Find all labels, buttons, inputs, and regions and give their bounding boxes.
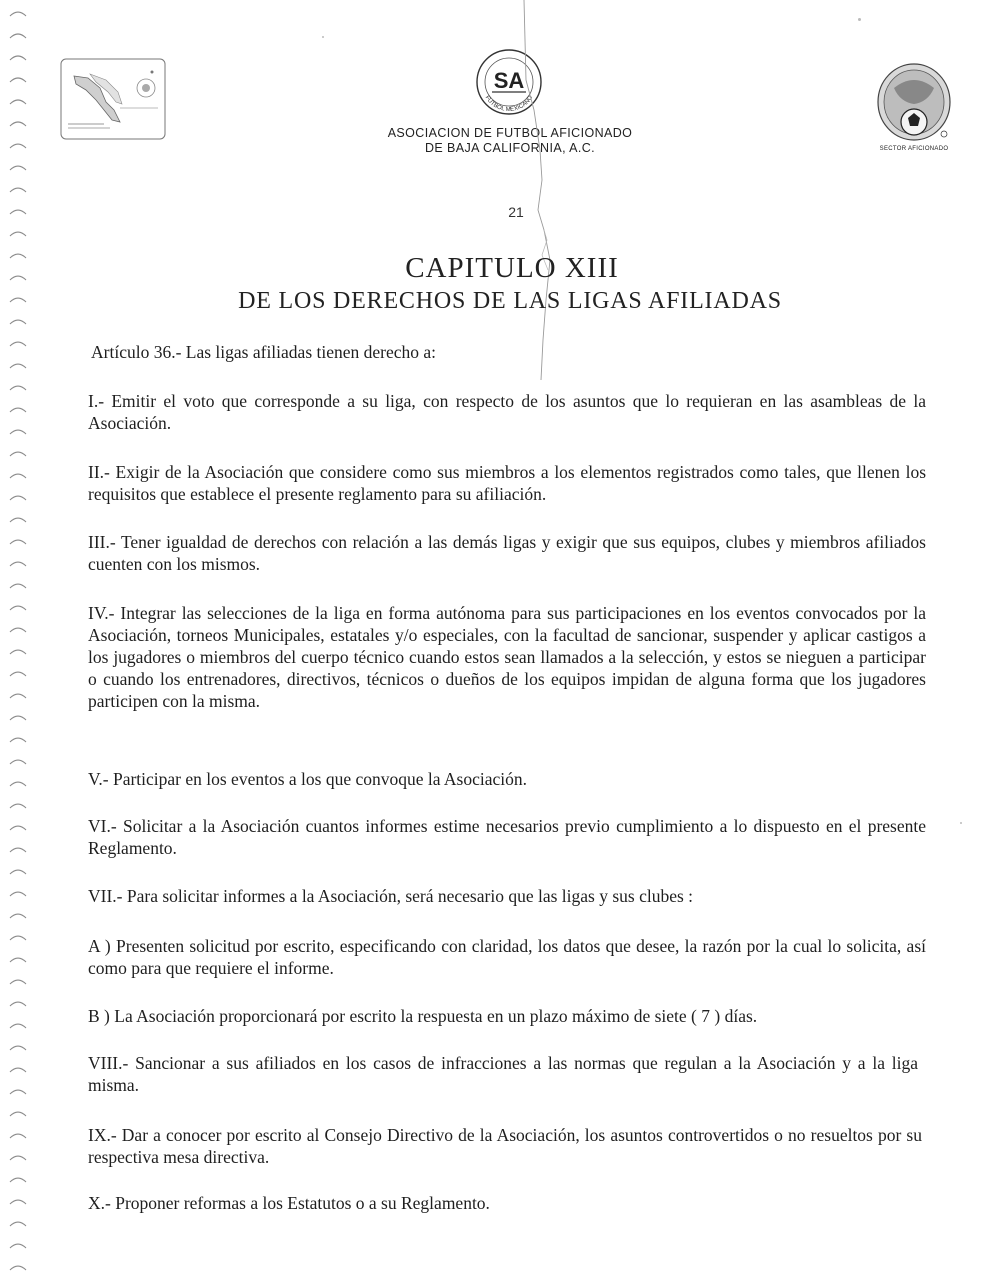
- binding-hole: [10, 166, 26, 170]
- binding-hole: [10, 1002, 26, 1006]
- binding-hole: [10, 1024, 26, 1028]
- binding-hole: [10, 386, 26, 390]
- fold-crease: [510, 0, 570, 380]
- binding-hole: [10, 144, 26, 148]
- binding-hole: [10, 298, 26, 302]
- chapter-title: CAPITULO XIII: [405, 252, 619, 284]
- binding-hole: [10, 452, 26, 456]
- binding-hole: [10, 364, 26, 368]
- binding-hole: [10, 694, 26, 698]
- item-text: Presenten solicitud por escrito, especificando con claridad, los datos que desee, la razón por la cual lo solicita, así como para que requiere el informe.: [88, 936, 927, 978]
- binding-hole: [10, 1112, 26, 1116]
- chapter-subtitle: DE LOS DERECHOS DE LAS LIGAS AFILIADAS: [238, 288, 782, 314]
- article-subitem: [88, 1005, 926, 1027]
- binding-hole: [10, 1178, 26, 1182]
- article-item: [88, 461, 926, 505]
- binding-hole: [10, 210, 26, 214]
- item-text: Dar a conocer por escrito al Consejo Directivo de la Asociación, los asuntos controvertidos o no resueltos por su respectiva mesa directiva.: [88, 1125, 922, 1167]
- binding-hole: [10, 1068, 26, 1072]
- binding-hole: [10, 1090, 26, 1094]
- item-label: I.-: [88, 391, 105, 411]
- page-number: 21: [508, 204, 524, 220]
- seal-caption: SECTOR AFICIONADO: [879, 146, 949, 152]
- binding-hole: [10, 650, 26, 654]
- item-label: IX.-: [88, 1125, 117, 1145]
- item-label: VIII.-: [88, 1053, 129, 1073]
- binding-hole: [10, 738, 26, 742]
- binding-hole: [10, 496, 26, 500]
- binding-hole: [10, 628, 26, 632]
- binding-hole: [10, 870, 26, 874]
- binding-hole: [10, 826, 26, 830]
- binding-hole: [10, 804, 26, 808]
- item-text: Proponer reformas a los Estatutos o a su Reglamento.: [115, 1193, 490, 1213]
- binding-hole: [10, 408, 26, 412]
- binding-hole: [10, 1134, 26, 1138]
- article-item: [88, 390, 926, 434]
- binding-hole: [10, 188, 26, 192]
- binding-hole: [10, 232, 26, 236]
- binding-hole: [10, 782, 26, 786]
- binding-hole: [10, 474, 26, 478]
- binding-hole: [10, 34, 26, 38]
- item-text: Para solicitar informes a la Asociación, será necesario que las ligas y sus clubes :: [126, 886, 694, 906]
- item-text: Tener igualdad de derechos con relación a las demás ligas y exigir que sus equipos, clubes y miembros afiliados cuenten con los mismos.: [88, 532, 926, 574]
- binding-hole: [10, 760, 26, 764]
- binding-hole: [10, 672, 26, 676]
- scan-speck: [858, 18, 861, 21]
- binding-hole: [10, 1222, 26, 1226]
- binding-hole: [10, 584, 26, 588]
- binding-hole: [10, 100, 26, 104]
- article-heading: [91, 342, 436, 363]
- item-text: La Asociación proporcionará por escrito la respuesta en un plazo máximo de siete ( 7 ) días.: [114, 1006, 758, 1026]
- item-label: III.-: [88, 532, 116, 552]
- item-text: Participar en los eventos a los que convoque la Asociación.: [112, 769, 528, 789]
- binding-hole: [10, 606, 26, 610]
- binding-hole: [10, 914, 26, 918]
- binding-hole: [10, 1244, 26, 1248]
- item-label: X.-: [88, 1193, 111, 1213]
- binding-hole-marks: [0, 0, 44, 1280]
- binding-hole: [10, 958, 26, 962]
- binding-hole: [10, 716, 26, 720]
- item-label: B ): [88, 1006, 110, 1026]
- scan-speck: [960, 822, 962, 824]
- association-line-1: ASOCIACION DE FUTBOL AFICIONADO: [387, 126, 633, 140]
- center-logo-ring-text: FUTBOL MEXICANO: [483, 94, 535, 114]
- binding-hole: [10, 518, 26, 522]
- item-text: Emitir el voto que corresponde a su liga, con respecto de los asuntos que lo requieran en las asambleas de la Asociación.: [88, 391, 926, 433]
- binding-hole: [10, 342, 26, 346]
- article-item: [88, 1124, 922, 1168]
- article-item: [88, 531, 926, 575]
- binding-hole: [10, 122, 26, 126]
- item-text: Sancionar a sus afiliados en los casos de infracciones a las normas que regulan a la Asociación y a la liga misma.: [88, 1053, 918, 1095]
- item-label: VII.-: [88, 886, 123, 906]
- article-intro: Las ligas afiliadas tienen derecho a:: [185, 342, 437, 362]
- binding-hole: [10, 1046, 26, 1050]
- item-text: Solicitar a la Asociación cuantos informes estime necesarios previo cumplimiento a lo dispuesto en el presente Reglamento.: [88, 816, 927, 858]
- binding-hole: [10, 12, 26, 16]
- binding-hole: [10, 936, 26, 940]
- item-label: VI.-: [88, 816, 117, 836]
- baja-california-map-logo: [60, 58, 166, 140]
- article-item: [88, 1192, 926, 1214]
- binding-hole: [10, 1156, 26, 1160]
- item-text: Exigir de la Asociación que considere como sus miembros a los elementos registrados como tales, que llenen los requisitos que establece el presente reglamento para su afiliación.: [88, 462, 927, 504]
- binding-hole: [10, 430, 26, 434]
- binding-hole: [10, 56, 26, 60]
- center-logo-letters: SA: [493, 68, 525, 93]
- binding-hole: [10, 848, 26, 852]
- item-text: Integrar las selecciones de la liga en forma autónoma para sus participaciones en los eventos convocados por la Asociación, torneos Municipales, estatales y/o especiales, con la facultad de sancionar, suspender y aplicar castigos a los jugadores o miembros del cuerpo técnico cuando estos sean llamados a la selección, y estos se nieguen a participar o cuando los entrenadores, directivos, técnicos o dueños de los equipos impidan de alguna forma que los jugadores participen con la misma.: [88, 603, 927, 711]
- binding-hole: [10, 78, 26, 82]
- binding-hole: [10, 562, 26, 566]
- article-item: [88, 885, 926, 907]
- item-label: II.-: [88, 462, 110, 482]
- mexico-football-seal-icon: [870, 58, 958, 158]
- association-line-2: DE BAJA CALIFORNIA, A.C.: [424, 141, 596, 155]
- article-item: [88, 815, 926, 859]
- item-label: IV.-: [88, 603, 115, 623]
- binding-hole: [10, 1200, 26, 1204]
- article-item: [88, 1052, 918, 1096]
- item-label: A ): [88, 936, 111, 956]
- scan-speck: [322, 36, 324, 38]
- article-label: Artículo 36.-: [91, 342, 182, 362]
- binding-hole: [10, 540, 26, 544]
- article-item: [88, 768, 926, 790]
- binding-hole: [10, 892, 26, 896]
- item-label: V.-: [88, 769, 109, 789]
- article-subitem: [88, 935, 926, 979]
- binding-hole: [10, 320, 26, 324]
- binding-hole: [10, 980, 26, 984]
- article-item: [88, 602, 926, 712]
- binding-holes: [0, 0, 44, 1280]
- binding-hole: [10, 1266, 26, 1270]
